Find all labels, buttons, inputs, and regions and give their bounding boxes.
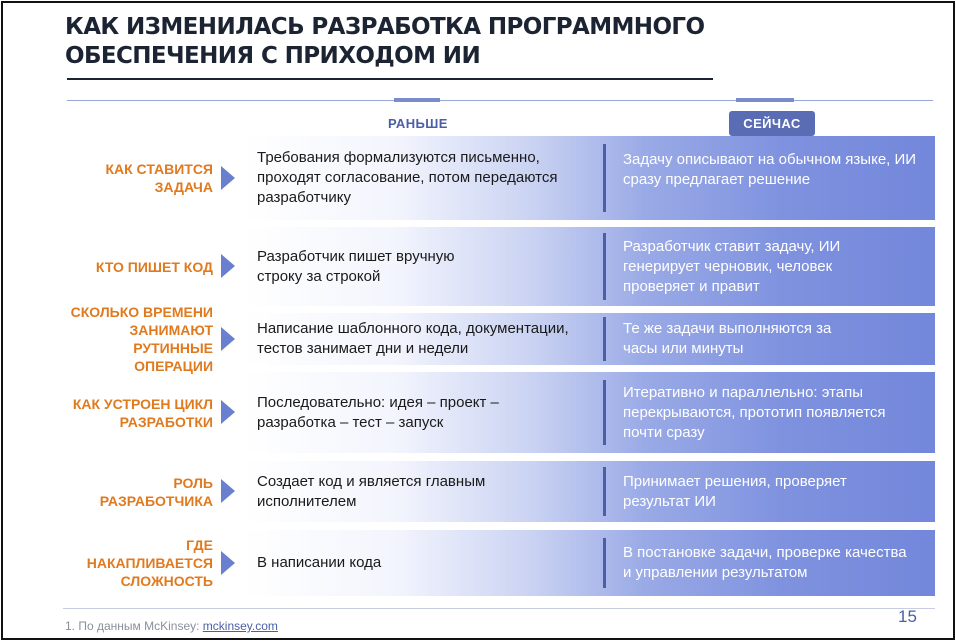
- arrow-right-icon: [221, 479, 235, 503]
- now-text: Разработчик ставит задачу, ИИ генерирует черновик, человек проверяет и правит: [623, 237, 841, 295]
- before-cell: [257, 530, 602, 596]
- before-text: Написание шаблонного кода, документации, тестов занимает дни и недели: [257, 320, 569, 357]
- before-cell: [257, 313, 602, 365]
- before-cell: [257, 136, 602, 220]
- before-text: Требования формализуются письменно, проходят согласование, потом передаются разработчику: [257, 149, 558, 206]
- row-label: КТО ПИШЕТ КОД: [95, 258, 213, 275]
- now-text: Итеративно и параллельно: этапы перекрываются, прототип появляется почти сразу: [623, 383, 886, 441]
- source-link[interactable]: mckinsey.com: [202, 619, 278, 633]
- column-divider: [603, 538, 606, 588]
- footer-rule: [63, 608, 935, 609]
- arrow-right-icon: [221, 327, 235, 351]
- now-text: В постановке задачи, проверке качества и управлении результатом: [623, 544, 907, 581]
- row-label: ГДЕ НАКАПЛИВАЕТСЯ СЛОЖНОСТЬ: [86, 537, 213, 589]
- page-number: 15: [898, 607, 917, 626]
- before-text: Создает код и является главным исполнителем: [257, 472, 486, 510]
- table-row: [63, 136, 935, 220]
- before-text: В написании кода: [257, 554, 382, 571]
- now-cell: [623, 136, 923, 220]
- now-cell: [623, 461, 883, 522]
- table-row: [63, 227, 935, 306]
- page-title: КАК ИЗМЕНИЛАСЬ РАЗРАБОТКА ПРОГРАММНОГО ОБЕСПЕЧЕНИЯ С ПРИХОДОМ ИИ: [65, 14, 705, 69]
- now-tab-marker: [736, 98, 794, 102]
- title-underline: [67, 78, 713, 80]
- arrow-right-icon: [221, 551, 235, 575]
- row-label: КАК УСТРОЕН ЦИКЛ РАЗРАБОТКИ: [72, 395, 213, 430]
- now-cell: [623, 227, 888, 306]
- table-row: [63, 304, 935, 374]
- column-divider: [603, 380, 606, 445]
- now-text: Принимает решения, проверяет результат ИИ: [623, 472, 847, 510]
- before-text: Последовательно: идея – проект – разработка – тест – запуск: [257, 393, 499, 431]
- table-row: [63, 372, 935, 453]
- arrow-right-icon: [221, 166, 235, 190]
- row-label: КАК СТАВИТСЯ ЗАДАЧА: [105, 161, 213, 195]
- now-cell: [623, 372, 923, 453]
- column-header-now: СЕЙЧАС: [729, 111, 815, 136]
- column-divider: [603, 467, 606, 516]
- header-rule: [67, 100, 933, 101]
- arrow-right-icon: [221, 400, 235, 424]
- column-divider: [603, 233, 606, 300]
- now-cell: [623, 313, 843, 365]
- footnote: [65, 619, 278, 633]
- now-cell: [623, 530, 913, 596]
- column-divider: [603, 144, 606, 212]
- before-cell: [257, 372, 532, 453]
- slide: [1, 1, 955, 640]
- arrow-right-icon: [221, 254, 235, 278]
- now-text: Те же задачи выполняются за часы или минуты: [623, 320, 832, 357]
- before-text: Разработчик пишет вручную строку за строкой: [257, 247, 455, 285]
- before-cell: [257, 461, 522, 522]
- footnote-text: 1. По данным McKinsey:: [65, 619, 203, 633]
- row-label: СКОЛЬКО ВРЕМЕНИ ЗАНИМАЮТ РУТИННЫЕ ОПЕРАЦИИ: [70, 304, 213, 374]
- table-row: [63, 530, 935, 596]
- now-text: Задачу описывают на обычном языке, ИИ сразу предлагает решение: [623, 151, 917, 188]
- before-tab-marker: [394, 98, 440, 102]
- column-divider: [603, 317, 606, 361]
- table-row: [63, 461, 935, 522]
- column-header-before: РАНЬШЕ: [378, 111, 454, 136]
- row-label: РОЛЬ РАЗРАБОТЧИКА: [99, 474, 213, 509]
- before-cell: [257, 227, 487, 306]
